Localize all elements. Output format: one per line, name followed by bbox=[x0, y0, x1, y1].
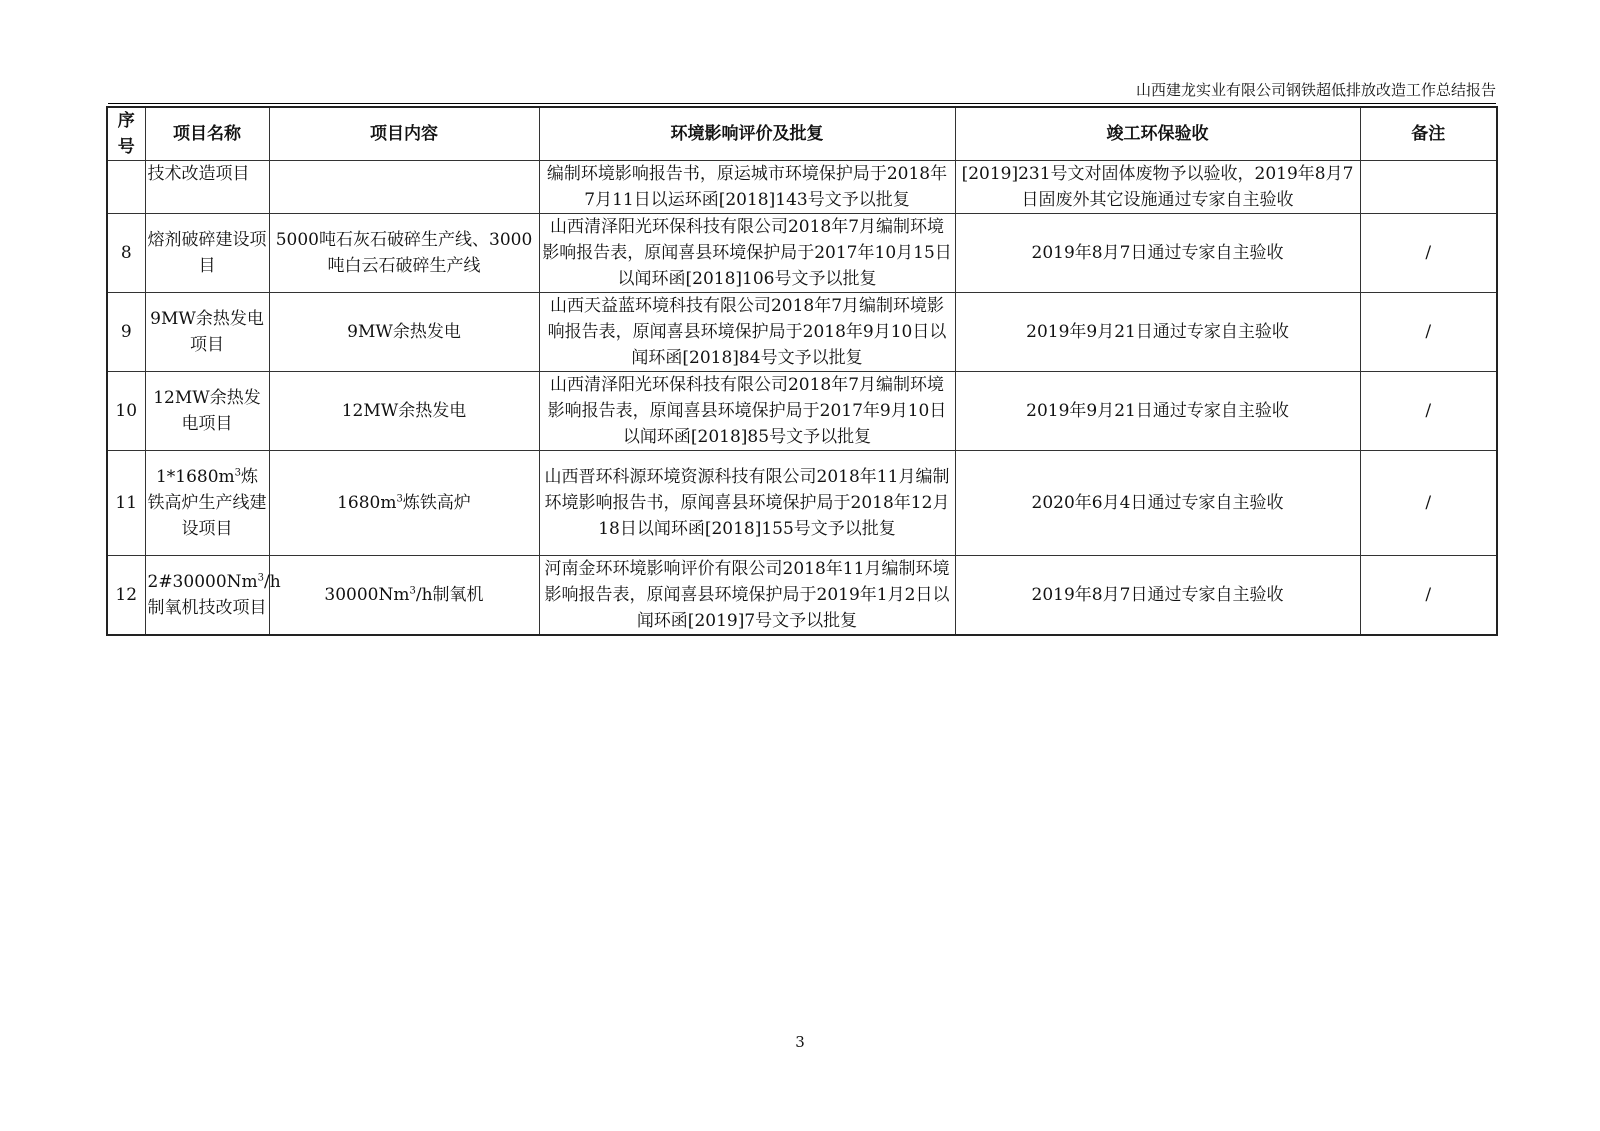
cell-remark: / bbox=[1360, 556, 1497, 636]
cell-remark: / bbox=[1360, 372, 1497, 451]
cell-content bbox=[269, 451, 539, 556]
content-text: 炼铁高炉 bbox=[402, 493, 471, 513]
superscript: 3 bbox=[409, 585, 416, 597]
cell-acceptance: 2019年8月7日通过专家自主验收 bbox=[955, 214, 1360, 293]
col-header-acceptance: 竣工环保验收 bbox=[955, 107, 1360, 161]
cell-content bbox=[269, 556, 539, 636]
project-table bbox=[106, 106, 1498, 636]
content-text: 30000Nm bbox=[324, 585, 410, 605]
cell-eia: 河南金环环境影响评价有限公司2018年11月编制环境影响报告表，原闻喜县环境保护局于2019年1月2日以闻环函[2019]7号文予以批复 bbox=[539, 556, 955, 636]
superscript: 3 bbox=[396, 493, 403, 505]
table-row bbox=[107, 556, 1497, 636]
cell-no bbox=[107, 161, 145, 214]
cell-no: 8 bbox=[107, 214, 145, 293]
cell-acceptance: 2019年8月7日通过专家自主验收 bbox=[955, 556, 1360, 636]
cell-acceptance: [2019]231号文对固体废物予以验收，2019年8月7日固废外其它设施通过专家自主验收 bbox=[955, 161, 1360, 214]
col-header-remark: 备注 bbox=[1360, 107, 1497, 161]
cell-name bbox=[145, 451, 269, 556]
table-row bbox=[107, 372, 1497, 451]
content-text: /h制氧机 bbox=[415, 585, 484, 605]
name-text: 炼铁高炉生产线建设项目 bbox=[147, 467, 267, 539]
cell-acceptance: 2020年6月4日通过专家自主验收 bbox=[955, 451, 1360, 556]
content-text: 1680m bbox=[337, 493, 397, 513]
cell-eia: 山西清泽阳光环保科技有限公司2018年7月编制环境影响报告表，原闻喜县环境保护局于2017年10月15日以闻环函[2018]106号文予以批复 bbox=[539, 214, 955, 293]
cell-no: 11 bbox=[107, 451, 145, 556]
cell-eia: 山西清泽阳光环保科技有限公司2018年7月编制环境影响报告表，原闻喜县环境保护局于2017年9月10日以闻环函[2018]85号文予以批复 bbox=[539, 372, 955, 451]
col-header-content: 项目内容 bbox=[269, 107, 539, 161]
cell-eia: 山西天益蓝环境科技有限公司2018年7月编制环境影响报告表，原闻喜县环境保护局于2018年9月10日以闻环函[2018]84号文予以批复 bbox=[539, 293, 955, 372]
cell-name: 9MW余热发电项目 bbox=[145, 293, 269, 372]
name-text: /h制氧机技改项目 bbox=[147, 572, 281, 618]
cell-eia: 编制环境影响报告书，原运城市环境保护局于2018年7月11日以运环函[2018]143号文予以批复 bbox=[539, 161, 955, 214]
cell-no: 10 bbox=[107, 372, 145, 451]
page-header: 山西建龙实业有限公司钢铁超低排放改造工作总结报告 bbox=[108, 80, 1496, 104]
page-number: 3 bbox=[795, 1033, 805, 1051]
cell-name: 技术改造项目 bbox=[145, 161, 269, 214]
cell-name: 12MW余热发电项目 bbox=[145, 372, 269, 451]
table-header-row bbox=[107, 107, 1497, 161]
table-row bbox=[107, 214, 1497, 293]
cell-no: 9 bbox=[107, 293, 145, 372]
cell-content: 9MW余热发电 bbox=[269, 293, 539, 372]
cell-name bbox=[145, 556, 281, 636]
table-row bbox=[107, 293, 1497, 372]
superscript: 3 bbox=[257, 572, 265, 584]
table-row bbox=[107, 451, 1497, 556]
cell-remark bbox=[1360, 161, 1497, 214]
col-header-eia: 环境影响评价及批复 bbox=[539, 107, 955, 161]
table-row bbox=[107, 161, 1497, 214]
cell-acceptance: 2019年9月21日通过专家自主验收 bbox=[955, 372, 1360, 451]
cell-content: 5000吨石灰石破碎生产线、3000吨白云石破碎生产线 bbox=[269, 214, 539, 293]
superscript: 3 bbox=[234, 467, 242, 479]
name-text: 2#30000Nm bbox=[147, 572, 258, 592]
cell-name: 熔剂破碎建设项目 bbox=[145, 214, 269, 293]
col-header-name: 项目名称 bbox=[145, 107, 269, 161]
cell-remark: / bbox=[1360, 293, 1497, 372]
cell-content: 12MW余热发电 bbox=[269, 372, 539, 451]
cell-acceptance: 2019年9月21日通过专家自主验收 bbox=[955, 293, 1360, 372]
cell-remark: / bbox=[1360, 451, 1497, 556]
name-text: 1*1680m bbox=[155, 467, 235, 487]
cell-no: 12 bbox=[107, 556, 145, 636]
cell-eia: 山西晋环科源环境资源科技有限公司2018年11月编制环境影响报告书，原闻喜县环境保护局于2018年12月18日以闻环函[2018]155号文予以批复 bbox=[539, 451, 955, 556]
cell-content bbox=[269, 161, 539, 214]
cell-remark: / bbox=[1360, 214, 1497, 293]
col-header-no: 序号 bbox=[107, 107, 145, 161]
